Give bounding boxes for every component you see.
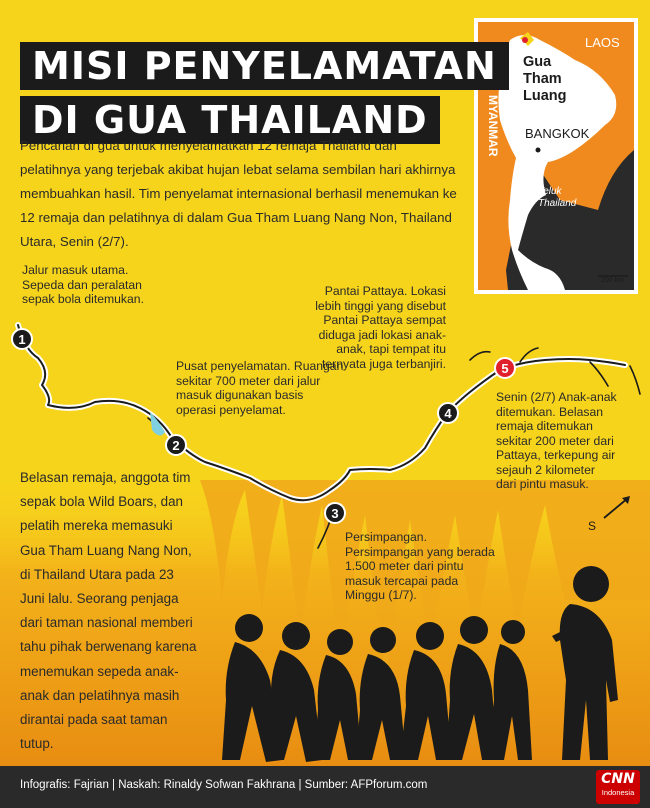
title-line-1: MISI PENYELAMATAN: [20, 42, 509, 90]
cnn-logo-sub: Indonesia: [601, 788, 635, 797]
compass-label: S: [588, 519, 597, 533]
map-label-laos: LAOS: [585, 35, 620, 50]
story-paragraph: Belasan remaja, anggota tim sepak bola Wild Boars, dan pelatih mereka memasuki Gua Tham Luang Nang Non, di Thailand Utara pada 23 Juni lalu. Seorang penjaga dari taman nasional memberi tahu pihak berwenang karena menemukan sepeda anak-anak dan pelatihnya masih dirantai pada saat taman tutup.: [20, 470, 197, 752]
note-2: Pusat penyelamatan. Ruangan sekitar 700 meter dari jalur masuk digunakan basis operasi penyelamat.: [176, 359, 344, 417]
marker-4: 4: [437, 402, 459, 424]
note-1: Jalur masuk utama. Sepeda dan peralatan sepak bola ditemukan.: [22, 263, 144, 306]
map-scale: 200 km: [601, 277, 624, 284]
footer: [0, 766, 650, 808]
intro-paragraph: Pencarian di gua untuk menyelamatkan 12 remaja Thailand dan pelatihnya yang terjebak akibat hujan lebat selama sembilan hari akhirnya membuahkan hasil. Tim penyelamat internasional berhasil menemukan ke 12 remaja dan pelatihnya di dalam Gua Tham Luang Nang Non, Thailand Utara, Senin (2/7).: [20, 138, 457, 249]
footer-credits: Infografis: Fajrian | Naskah: Rinaldy Sofwan Fakhrana | Sumber: AFPforum.com: [20, 779, 428, 791]
note-4: Pantai Pattaya. Lokasi lebih tinggi yang disebut Pantai Pattaya sempat diduga jadi lokasi anak-anak, tapi tempat itu ternyata juga terbanjiri.: [315, 284, 446, 371]
marker-5: 5: [494, 357, 516, 379]
compass-arrow-icon: [600, 492, 636, 522]
cnn-logo-main: CNN: [601, 771, 635, 787]
note-3: Persimpangan. Persimpangan yang berada 1.500 meter dari pintu masuk tercapai pada Minggu (1/7).: [345, 530, 495, 602]
map-label-bangkok: BANGKOK: [525, 126, 590, 141]
note-5: Senin (2/7) Anak-anak ditemukan. Belasan remaja ditemukan sekitar 200 meter dari Pattaya, terkepung air sejauh 2 kilometer dari pintu masuk.: [496, 390, 617, 491]
title-line-2: DI GUA THAILAND: [20, 96, 440, 144]
marker-1: 1: [11, 328, 33, 350]
map-label-cave: Gua Tham Luang: [523, 54, 567, 104]
marker-3: 3: [324, 502, 346, 524]
marker-2: 2: [165, 434, 187, 456]
map-label-gulf: Teluk Thailand: [538, 186, 577, 209]
cnn-logo: [596, 770, 640, 804]
map-label-myanmar: MYANMAR: [486, 95, 500, 157]
